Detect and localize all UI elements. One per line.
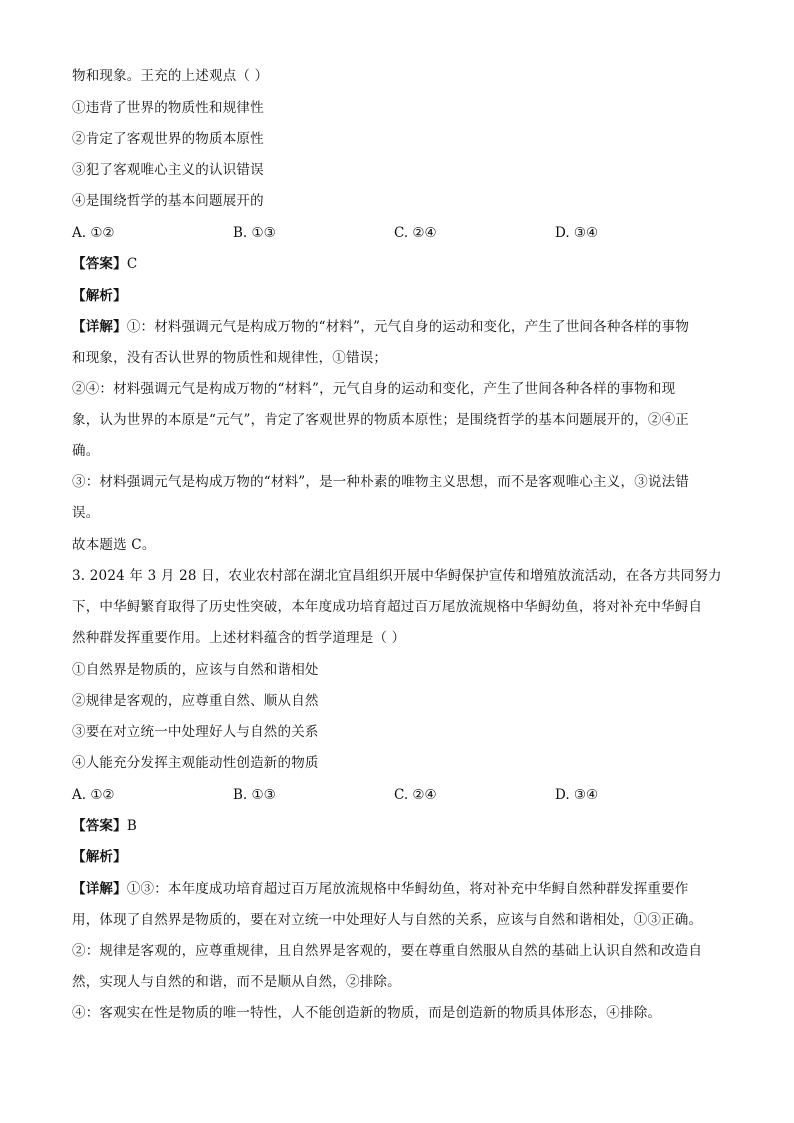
q2-detail-tag: 【详解】 [72,319,127,335]
q3-detail-line-3: ②：规律是客观的，应尊重规律，且自然界是客观的，要在尊重自然服从自然的基础上认识自然和改造自 [72,943,703,959]
q2-detail-line-7: 误。 [72,505,100,521]
q2-detail-line-5: 确。 [72,443,100,459]
q2-option-c: C. ②④ [394,225,437,241]
q3-option-c: C. ②④ [394,787,437,803]
q3-item-4: ④人能充分发挥主观能动性创造新的物质 [72,755,319,771]
q3-item-3: ③要在对立统一中处理好人与自然的关系 [72,724,319,740]
q2-detail-line-2: 和现象，没有否认世界的物质性和规律性，①错误； [72,350,388,366]
q3-analysis-label: 【解析】 [72,849,127,865]
q2-stem-tail: 物和现象。王充的上述观点（ ） [72,68,269,84]
q3-option-a: A. ①② [72,787,115,803]
q3-stem-line-1: 3. 2024 年 3 月 28 日，农业农村部在湖北宜昌组织开展中华鲟保护宣传和增殖放流活动，在各方共同努力 [72,568,722,584]
q3-option-d: D. ③④ [555,787,599,803]
q2-option-b: B. ①③ [233,225,276,241]
q2-detail-line-6: ③：材料强调元气是构成万物的“材料”，是一种朴素的唯物主义思想，而不是客观唯心主义，③说法错 [72,474,690,490]
q3-detail-line-2: 用，体现了自然界是物质的，要在对立统一中处理好人与自然的关系，应该与自然和谐相处，①③正确。 [72,912,703,928]
q3-option-b: B. ①③ [233,787,276,803]
q3-detail-tag: 【详解】 [72,881,127,897]
q2-option-d: D. ③④ [555,225,599,241]
q2-answer [72,254,137,274]
q2-item-3: ③犯了客观唯心主义的认识错误 [72,162,264,178]
q3-detail-text-1: ①③：本年度成功培育超过百万尾放流规格中华鲟幼鱼，将对补充中华鲟自然种群发挥重要作 [126,881,689,897]
q3-answer [72,816,137,836]
q3-item-2: ②规律是客观的，应尊重自然、顺从自然 [72,693,319,709]
q3-item-1: ①自然界是物质的，应该与自然和谐相处 [72,662,319,678]
q2-item-1: ①违背了世界的物质性和规律性 [72,100,264,116]
q3-stem-line-2: 下，中华鲟繁育取得了历史性突破，本年度成功培育超过百万尾放流规格中华鲟幼鱼，将对补充中华鲟自 [72,599,703,615]
q2-conclusion: 故本题选 C。 [72,537,156,553]
q2-answer-value: C [126,256,138,272]
q2-item-4: ④是围绕哲学的基本问题展开的 [72,193,264,209]
q2-answer-tag: 【答案】 [72,256,127,272]
q2-detail-line-3: ②④：材料强调元气是构成万物的“材料”，元气自身的运动和变化，产生了世间各种各样的事物和现 [72,381,676,397]
q3-detail-line-5: ④：客观实在性是物质的唯一特性，人不能创造新的物质，而是创造新的物质具体形态，④排除。 [72,1005,662,1021]
q3-stem-line-3: 然种群发挥重要作用。上述材料蕴含的哲学道理是（ ） [72,630,406,646]
q2-analysis-tag [72,286,127,306]
q2-analysis-label: 【解析】 [72,288,127,304]
q3-detail-line-4: 然，实现人与自然的和谐，而不是顺从自然，②排除。 [72,974,401,990]
q2-detail-text-1: ①：材料强调元气是构成万物的“材料”，元气自身的运动和变化，产生了世间各种各样的事物 [126,319,690,335]
q2-item-2: ②肯定了客观世界的物质本原性 [72,131,264,147]
q3-detail-line-1 [72,879,689,899]
q2-detail-line-1 [72,317,689,337]
q2-option-a: A. ①② [72,225,115,241]
q2-detail-line-4: 象，认为世界的本原是“元气”，肯定了客观世界的物质本原性；是围绕哲学的基本问题展开的，②④正 [72,412,690,428]
q3-analysis-tag [72,847,127,867]
q3-answer-tag: 【答案】 [72,818,127,834]
q3-answer-value: B [126,818,137,834]
